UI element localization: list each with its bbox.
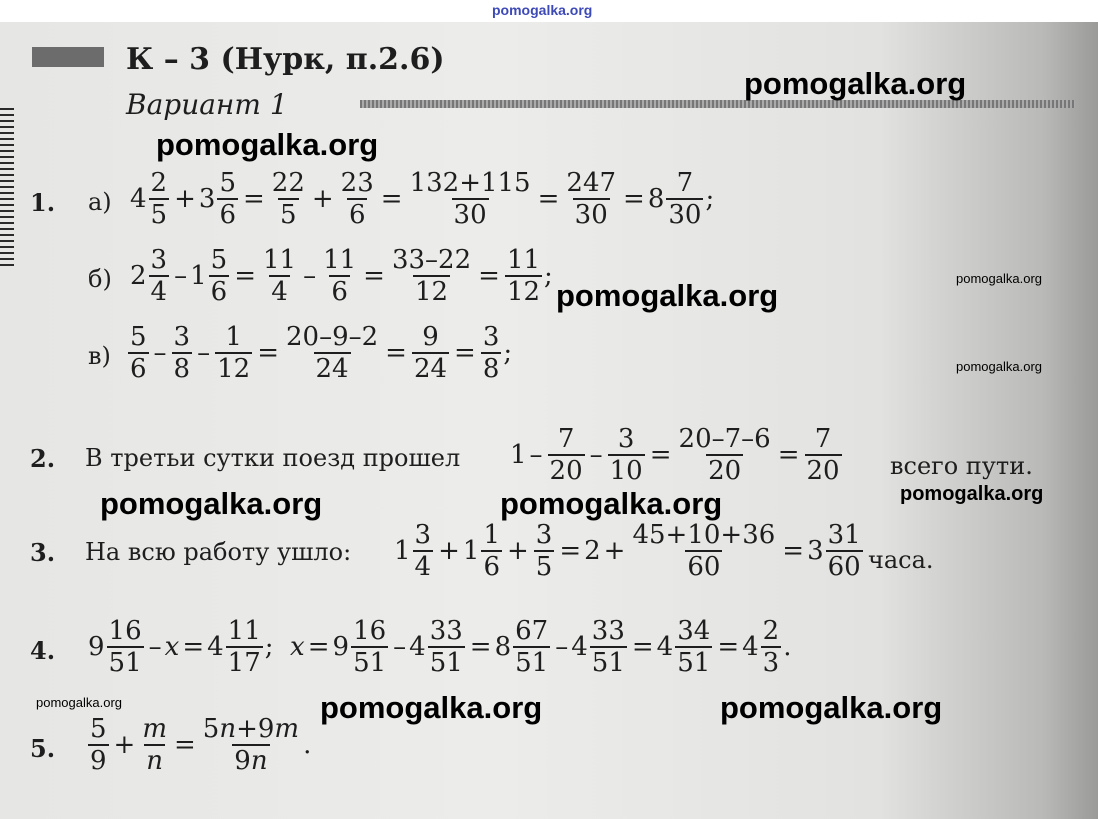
variant-label: Вариант 1: [126, 88, 288, 121]
header-block: [32, 47, 104, 67]
watermark: pomogalka.org: [956, 271, 1042, 286]
problem-1a-label: а): [88, 188, 112, 216]
problem-5-equation: 5 9 + $\frac{m}{n}$ = $\frac{5n+9m}{9n}$ .: [90, 714, 312, 776]
problem-2-number: 2.: [30, 444, 56, 473]
watermark-top: pomogalka.org: [492, 2, 593, 18]
problem-3-text: На всю работу ушло:: [85, 538, 352, 566]
problem-1-number: 1.: [30, 188, 56, 217]
problem-1a-equation: 4 2 5 + 3 $\frac{5}{6}$ = $\frac{22}{5}$ + $\frac{23}{6}$ = $\frac{132+115}{30}$ = $\frac{247}{30}$ = 8 $\frac{7}{30}$ ;: [130, 168, 715, 230]
watermark: pomogalka.org: [100, 486, 323, 521]
watermark: pomogalka.org: [36, 695, 122, 710]
problem-2-text: В третьи сутки поезд прошел: [85, 444, 461, 472]
problem-3-text-after: часа.: [868, 546, 934, 574]
problem-5-number: 5.: [30, 734, 56, 763]
watermark: pomogalka.org: [900, 483, 1044, 505]
margin-hatch: [0, 108, 14, 268]
watermark: pomogalka.org: [744, 66, 967, 101]
problem-3-equation: 1 3 4 + 1 $\frac{1}{6}$ + $\frac{3}{5}$ = 2 + $\frac{45+10+36}{60}$ = 3 $\frac{31}{60}$: [394, 520, 861, 582]
problem-2-equation: 1 – 7 20 – $\frac{3}{10}$ = $\frac{20-7-6}{20}$ = $\frac{7}{20}$: [510, 424, 840, 486]
watermark: pomogalka.org: [720, 690, 943, 725]
watermark: pomogalka.org: [500, 486, 723, 521]
problem-1b-label: б): [88, 265, 112, 293]
problem-4-equation: 9 16 51 – x = 4 $\frac{11}{17}$ ; x = 9 $\frac{16}{51}$ – 4 $\frac{33}{51}$ = 8 $\frac{67}{51}$ – 4 $\frac{33}{51}$ = 4 $\frac{34}{51}$ = 4 $\frac{2}{3}$ .: [88, 616, 792, 678]
page-title: К – 3 (Нурк, п.2.6): [126, 42, 445, 77]
problem-4-number: 4.: [30, 636, 56, 665]
problem-1c-label: в): [88, 342, 111, 370]
watermark: pomogalka.org: [556, 278, 779, 313]
problem-1b-equation: 2 3 4 – 1 $\frac{5}{6}$ = $\frac{11}{4}$ – $\frac{11}{6}$ = $\frac{33-22}{12}$ = $\frac{11}{12}$ ;: [130, 245, 553, 307]
problem-1c-equation: 5 6 – 3 8 – $\frac{1}{12}$ = $\frac{20-9-2}{24}$ = $\frac{9}{24}$ = $\frac{3}{8}$ ;: [130, 322, 513, 384]
header-rule: [360, 100, 1075, 108]
watermark: pomogalka.org: [156, 127, 379, 162]
problem-3-number: 3.: [30, 538, 56, 567]
watermark: pomogalka.org: [320, 690, 543, 725]
problem-2-text-after: всего пути.: [890, 452, 1033, 480]
watermark: pomogalka.org: [956, 359, 1042, 374]
